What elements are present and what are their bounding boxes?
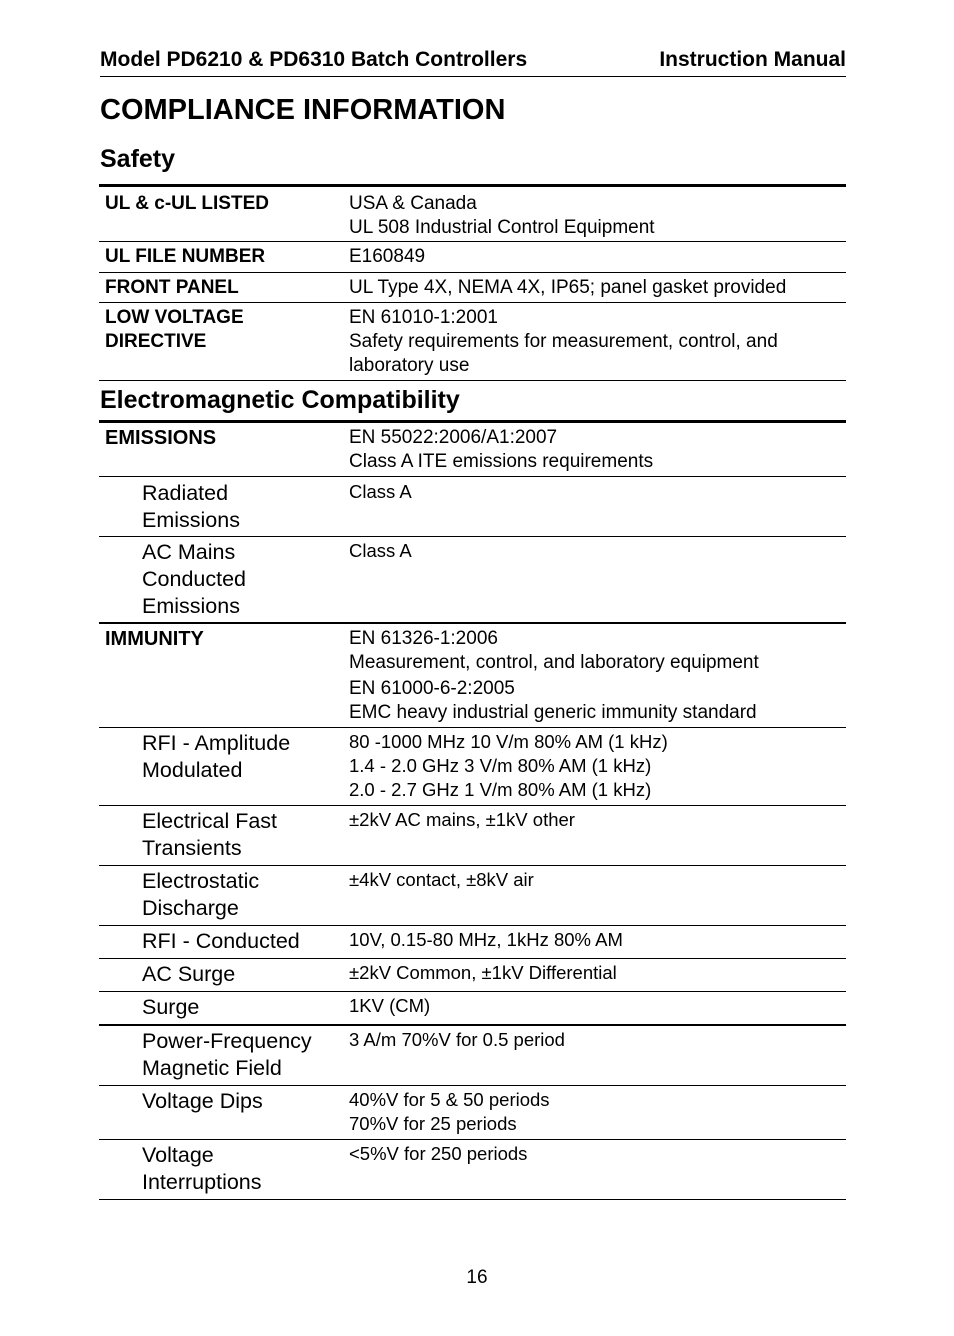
table-row: [99, 184, 846, 242]
row-label: [99, 276, 343, 302]
table-row: [99, 477, 846, 537]
row-label: [99, 961, 343, 991]
value-line: EMC heavy industrial generic immunity standard: [349, 702, 757, 723]
label-line: Interruptions: [142, 1170, 262, 1194]
table-row: [99, 728, 846, 806]
label-line: RFI - Amplitude: [142, 731, 291, 755]
row-label: [99, 1142, 343, 1199]
row-label: [99, 627, 343, 727]
page-title: COMPLIANCE INFORMATION: [100, 94, 506, 126]
label-line: UL & c-UL LISTED: [105, 193, 269, 214]
label-line: Power-Frequency: [142, 1029, 312, 1053]
row-label: [99, 426, 343, 476]
row-label: [99, 928, 343, 958]
value-line: EN 61010-1:2001: [349, 307, 498, 328]
row-value: [343, 306, 846, 380]
row-value: [343, 1142, 846, 1199]
row-label: [99, 539, 343, 622]
value-line: 10V, 0.15-80 MHz, 1kHz 80% AM: [349, 929, 623, 950]
row-label: [99, 1028, 343, 1085]
label-line: FRONT PANEL: [105, 277, 239, 298]
label-line: Discharge: [142, 896, 239, 920]
row-value: [343, 994, 846, 1024]
row-label: [99, 245, 343, 272]
table-row: [99, 866, 846, 926]
header-manual: Instruction Manual: [659, 48, 846, 71]
row-value: [343, 245, 846, 272]
value-line: 1.4 - 2.0 GHz 3 V/m 80% AM (1 kHz): [349, 755, 652, 776]
table-row: [99, 992, 846, 1026]
label-line: Magnetic Field: [142, 1056, 282, 1080]
label-line: RFI - Conducted: [142, 929, 300, 953]
row-label: [99, 868, 343, 925]
header-model: Model PD6210 & PD6310 Batch Controllers: [100, 48, 528, 71]
value-line: Class A: [349, 481, 412, 502]
emc-table: [99, 420, 846, 1200]
label-line: Voltage Dips: [142, 1089, 263, 1113]
value-line: 2.0 - 2.7 GHz 1 V/m 80% AM (1 kHz): [349, 779, 652, 800]
value-line: 3 A/m 70%V for 0.5 period: [349, 1029, 565, 1050]
value-line: Class A ITE emissions requirements: [349, 451, 654, 472]
row-value: [343, 627, 846, 727]
value-line: E160849: [349, 246, 426, 267]
row-value: [343, 480, 846, 536]
value-line: USA & Canada: [349, 193, 477, 214]
table-row: [99, 1026, 846, 1086]
table-row: [99, 303, 846, 381]
row-label: [99, 994, 343, 1024]
value-line: <5%V for 250 periods: [349, 1143, 528, 1164]
table-row: [99, 959, 846, 992]
safety-table: [99, 184, 846, 381]
row-label: [99, 306, 343, 380]
table-row: [99, 1086, 846, 1140]
value-line: Class A: [349, 540, 412, 561]
row-value: [343, 539, 846, 622]
row-value: [343, 961, 846, 991]
table-row: [99, 926, 846, 959]
label-line: Modulated: [142, 758, 243, 782]
running-header: [100, 46, 846, 77]
table-row: [99, 1140, 846, 1200]
label-line: Transients: [142, 836, 242, 860]
label-line: Emissions: [142, 594, 240, 618]
label-line: EMISSIONS: [105, 427, 217, 449]
label-line: Electrical Fast: [142, 809, 278, 833]
value-line: UL 508 Industrial Control Equipment: [349, 217, 655, 238]
row-label: [99, 1088, 343, 1139]
row-value: [343, 808, 846, 865]
label-line: LOW VOLTAGE: [105, 307, 244, 328]
row-value: [343, 868, 846, 925]
row-value: [343, 276, 846, 302]
value-line: UL Type 4X, NEMA 4X, IP65; panel gasket provided: [349, 277, 787, 298]
label-line: AC Surge: [142, 962, 236, 986]
row-label: [99, 730, 343, 805]
table-row: [99, 420, 846, 477]
label-line: AC Mains: [142, 540, 236, 564]
value-line: Measurement, control, and laboratory equipment: [349, 652, 759, 673]
value-line: ±2kV AC mains, ±1kV other: [349, 809, 575, 830]
table-row: [99, 242, 846, 273]
row-value: [343, 730, 846, 805]
row-label: [99, 192, 343, 241]
label-line: Surge: [142, 995, 200, 1019]
label-line: Emissions: [142, 508, 240, 532]
value-line: ±2kV Common, ±1kV Differential: [349, 962, 617, 983]
table-row: [99, 537, 846, 624]
row-value: [343, 1028, 846, 1085]
table-row: [99, 624, 846, 728]
label-line: Radiated: [142, 481, 229, 505]
label-line: IMMUNITY: [105, 628, 204, 650]
label-line: Electrostatic: [142, 869, 260, 893]
value-line: EN 55022:2006/A1:2007: [349, 427, 558, 448]
row-label: [99, 480, 343, 536]
value-line: 70%V for 25 periods: [349, 1113, 517, 1134]
row-value: [343, 192, 846, 241]
row-value: [343, 1088, 846, 1139]
label-line: DIRECTIVE: [105, 331, 207, 352]
table-row: [99, 806, 846, 866]
row-label: [99, 808, 343, 865]
value-line: 1KV (CM): [349, 995, 431, 1016]
label-line: Conducted: [142, 567, 246, 591]
label-line: Voltage: [142, 1143, 214, 1167]
page-number: 16: [466, 1267, 488, 1288]
value-line: EN 61000-6-2:2005: [349, 678, 515, 699]
row-value: [343, 928, 846, 958]
value-line: ±4kV contact, ±8kV air: [349, 869, 534, 890]
value-line: 40%V for 5 & 50 periods: [349, 1089, 550, 1110]
safety-heading: Safety: [100, 145, 176, 173]
value-line: EN 61326-1:2006: [349, 628, 498, 649]
label-line: UL FILE NUMBER: [105, 246, 266, 267]
table-row: [99, 273, 846, 303]
emc-heading: Electromagnetic Compatibility: [100, 386, 460, 414]
row-value: [343, 426, 846, 476]
value-line: Safety requirements for measurement, control, and: [349, 331, 778, 352]
value-line: laboratory use: [349, 355, 470, 376]
value-line: 80 -1000 MHz 10 V/m 80% AM (1 kHz): [349, 731, 668, 752]
